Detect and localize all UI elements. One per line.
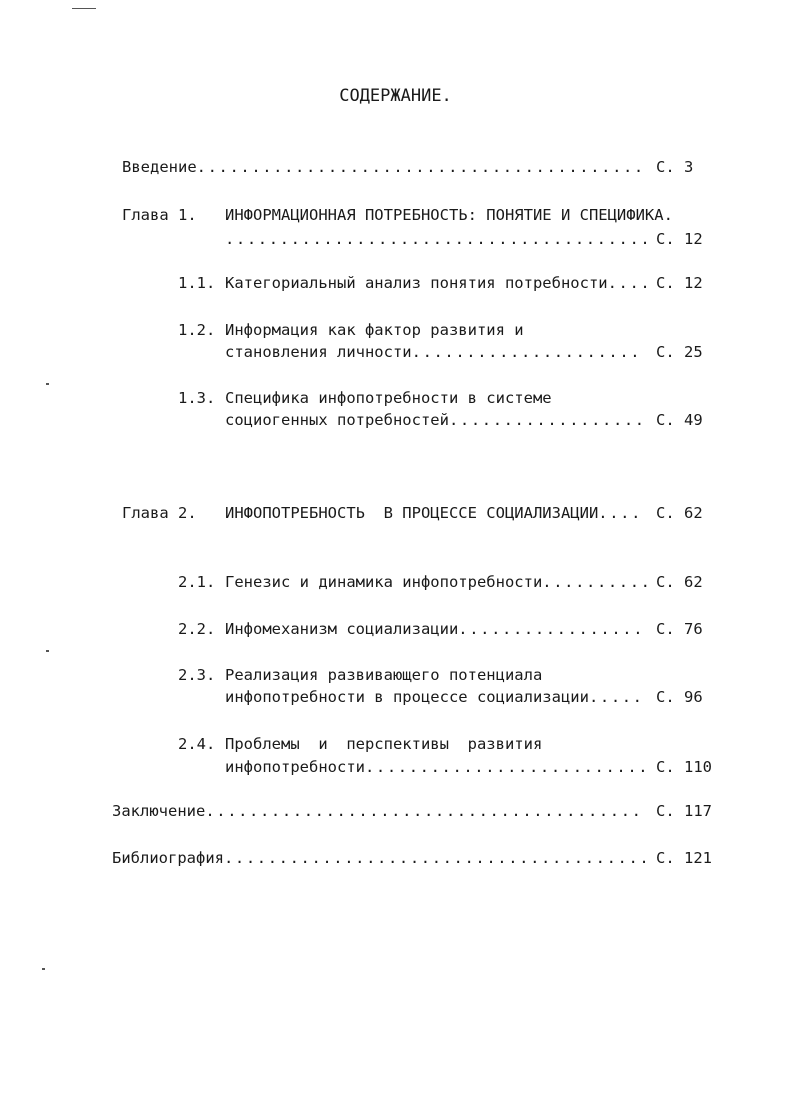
scan-mark-left-2 xyxy=(46,650,49,652)
section-page: С. 76 xyxy=(656,620,703,638)
toc-conclusion-page: С. 117 xyxy=(656,802,712,820)
toc-bibliography-page: С. 121 xyxy=(656,849,712,867)
section-num: 2.2. xyxy=(178,620,216,638)
section-num: 1.2. xyxy=(178,321,216,339)
leader-dots: ....................................... xyxy=(225,230,652,248)
section-title-line1: Специфика инфопотребности в системе xyxy=(225,389,552,407)
section-page: С. 110 xyxy=(656,758,712,776)
toc-bibliography-label: Библиография xyxy=(112,849,224,867)
leader-dots: .................. xyxy=(448,411,646,429)
chapter2-label: Глава 2. xyxy=(122,504,197,522)
section-num: 2.4. xyxy=(178,735,216,753)
section-num: 1.1. xyxy=(178,274,216,292)
leader-dots: ......................................... xyxy=(196,158,645,176)
leader-dots: ....................................... xyxy=(223,849,651,867)
scan-mark-top xyxy=(72,8,96,9)
section-title-line2: инфопотребности.......................... xyxy=(225,758,650,776)
toc-conclusion-label: Заключение xyxy=(112,802,206,820)
section-title-line2: становления личности..................... xyxy=(225,343,642,361)
chapter1-title: ИНФОРМАЦИОННАЯ ПОТРЕБНОСТЬ: ПОНЯТИЕ И СПЕЦИФИКА xyxy=(225,206,664,224)
chapter1-page: С. 12 xyxy=(656,230,703,248)
section-page: С. 49 xyxy=(656,411,703,429)
leader-dots: ..... xyxy=(588,688,644,706)
leader-dots: ........................................ xyxy=(205,802,643,820)
scan-mark-left-1 xyxy=(46,383,49,385)
section-num: 2.1. xyxy=(178,573,216,591)
section-page: С. 96 xyxy=(656,688,703,706)
leader-dots: .......................... xyxy=(364,758,650,776)
toc-intro-label: Введение xyxy=(122,158,197,176)
section-title: Категориальный анализ понятия потребности.... xyxy=(225,274,652,292)
section-num: 1.3. xyxy=(178,389,216,407)
section-page: С. 12 xyxy=(656,274,703,292)
section-page: С. 25 xyxy=(656,343,703,361)
section-num: 2.3. xyxy=(178,666,216,684)
section-title: Инфомеханизм социализации................. xyxy=(225,620,645,638)
toc-bibliography xyxy=(112,848,650,868)
chapter1-heading xyxy=(225,205,675,225)
toc-conclusion xyxy=(112,801,643,821)
leader-dots: .......... xyxy=(542,573,652,591)
page-title: СОДЕРЖАНИЕ. xyxy=(339,86,452,106)
toc-intro xyxy=(122,157,645,177)
section-title-line2: социогенных потребностей.................. xyxy=(225,411,646,429)
section-title-line2: инфопотребности в процессе социализации..... xyxy=(225,688,644,706)
chapter1-dots-line xyxy=(225,229,651,249)
leader-dots: ..................... xyxy=(411,343,642,361)
chapter2-title: ИНФОПОТРЕБНОСТЬ В ПРОЦЕССЕ СОЦИАЛИЗАЦИИ xyxy=(225,504,599,522)
section-title-line1: Информация как фактор развития и xyxy=(225,321,524,339)
section-title-line1: Проблемы и перспективы развития xyxy=(225,735,543,753)
leader-dots: .... xyxy=(598,504,643,522)
chapter2-heading xyxy=(225,503,642,523)
chapter1-label: Глава 1. xyxy=(122,206,197,224)
leader-dots: .... xyxy=(607,274,652,292)
leader-dots: . xyxy=(663,206,675,224)
section-title: Генезис и динамика инфопотребности.......... xyxy=(225,573,652,591)
section-title-line1: Реализация развивающего потенциала xyxy=(225,666,543,684)
section-page: С. 62 xyxy=(656,573,703,591)
leader-dots: ................. xyxy=(458,620,645,638)
scan-mark-left-3 xyxy=(42,968,45,970)
chapter2-page: С. 62 xyxy=(656,504,703,522)
toc-intro-page: С. 3 xyxy=(656,158,694,176)
